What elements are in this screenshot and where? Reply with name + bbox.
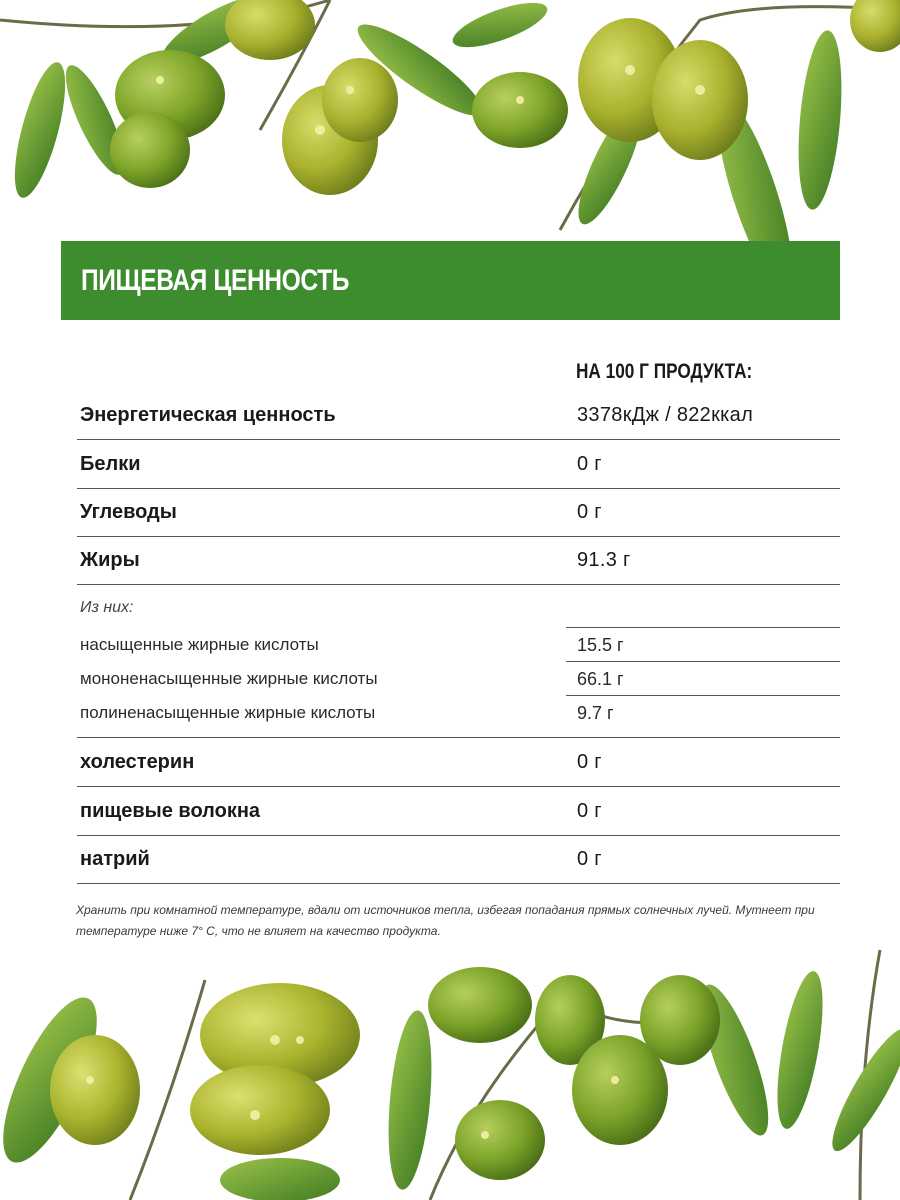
nutrient-name: насыщенные жирные кислоты [80,635,319,654]
nutrient-value: 0 г [577,751,602,773]
column-header-per-100g: НА 100 Г ПРОДУКТА: [576,360,753,383]
nutrient-value: 91.3 г [577,549,631,571]
nutrient-value: 3378кДж / 822ккал [577,404,754,426]
sub-header-row [77,585,840,627]
nutrient-value: 9.7 г [577,703,614,723]
nutrient-name: натрий [80,848,150,870]
section-banner [61,241,840,320]
table-row [77,440,840,489]
table-row [77,787,840,836]
nutrient-name: Углеводы [80,501,177,523]
sub-header-label: Из них: [80,599,134,616]
table-row [77,835,840,884]
nutrient-name: полиненасыщенные жирные кислоты [80,703,376,722]
nutrient-value: 0 г [577,848,602,870]
storage-note: Хранить при комнатной температуре, вдали от источников тепла, избегая попадания прямых солнечных лучей. Мутнеет при температуре ниже 7° С, что не влияет на качество продукта. [76,903,815,938]
olive-branch-bottom-illustration [0,940,900,1200]
table-row [77,627,840,661]
nutrient-value: 66.1 г [577,669,624,689]
nutrient-value: 0 г [577,800,602,822]
table-row [77,738,840,787]
table-row [77,661,840,695]
nutrient-value: 15.5 г [577,635,624,655]
table-row [77,391,840,440]
nutrient-value: 0 г [577,501,602,523]
table-row [77,488,840,537]
table-row [77,536,840,585]
nutrient-name: пищевые волокна [80,800,261,822]
nutrient-value: 0 г [577,453,602,475]
value-cell-divider [566,585,840,628]
section-title: ПИЩЕВАЯ ЦЕННОСТЬ [81,263,350,297]
nutrient-name: холестерин [80,751,195,773]
table-row [77,695,840,737]
nutrient-name: Белки [80,453,141,475]
nutrient-name: Жиры [80,549,140,571]
nutrient-name: мононенасыщенные жирные кислоты [80,669,378,688]
nutrient-name: Энергетическая ценность [80,404,336,426]
